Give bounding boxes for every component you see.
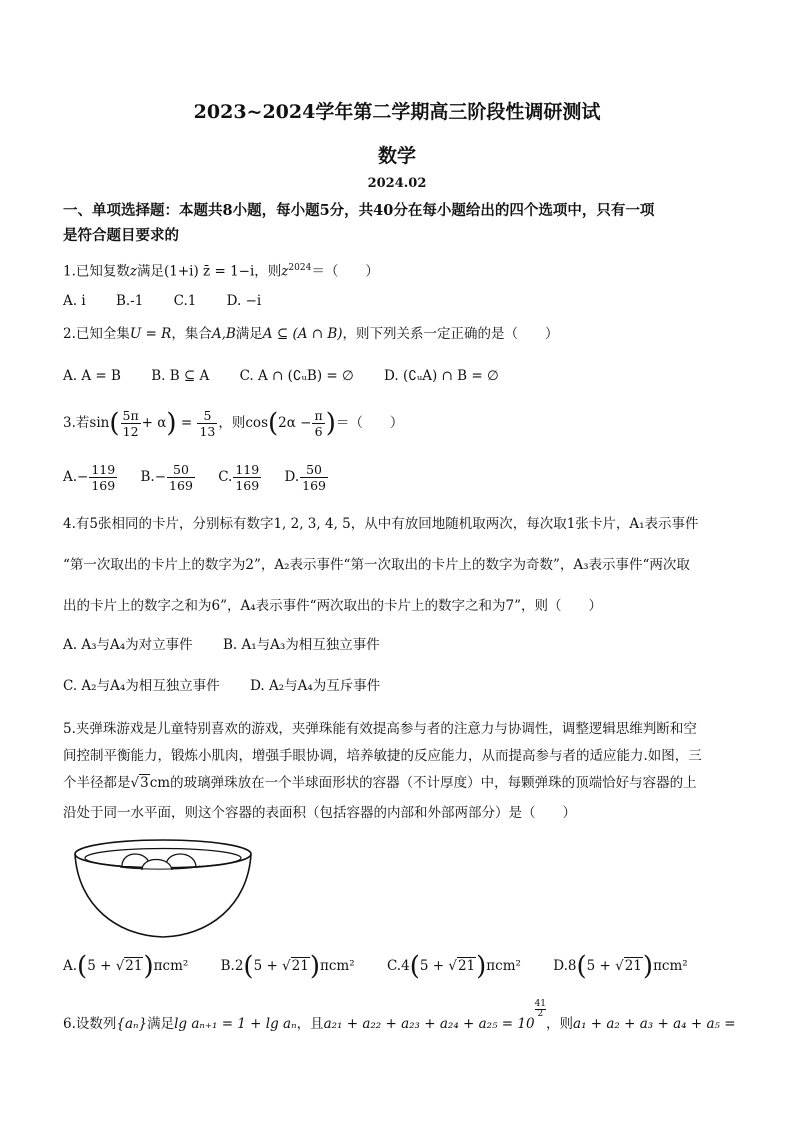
q5-option-a[interactable]: A.(5 + √21)πcm² [63,951,189,982]
section-heading-line1: 一、单项选择题：本题共8小题，每小题5分，共40分在每小题给出的四个选项中，只有一项 [63,202,655,219]
question-4-line3: 出的卡片上的数字之和为6”，A₄表示事件“两次取出的卡片上的数字之和为7”，则（ ） [63,598,603,614]
q5-option-c[interactable]: C.4(5 + √21)πcm² [386,951,521,982]
question-4-line2: “第一次取出的卡片上的数字为2”，A₂表示事件“第一次取出的卡片上的数字为奇数”，A₃表示事件“两次取 [63,557,690,573]
q5-option-d[interactable]: D.8(5 + √21)πcm² [553,951,688,982]
question-1-options [63,291,743,311]
q3-option-c[interactable]: C. $\frac{119}{169}$ [218,462,260,493]
question-5-line1: 5.夹弹珠游戏是儿童特别喜欢的游戏，夹弹珠能有效提高参与者的注意力与协调性，调整逻辑思维判断和空 [63,721,697,737]
question-4-line1: 4.有5张相同的卡片，分别标有数字1, 2, 3, 4, 5，从中有放回地随机取两次，每次取1张卡片，A₁表示事件 [63,516,699,532]
exam-date: 2024.02 [367,176,427,191]
bowl-with-marbles-figure [68,836,258,940]
q1-condition: (1+i) z̄ = 1−i [164,263,255,280]
q3-arg2-fraction: $\frac{\pi}{6}$ [314,408,323,439]
q1-option-d[interactable]: D. −i [226,293,262,309]
q2-option-d[interactable]: D. (∁ᵤA) ∩ B = ∅ [384,368,499,384]
q1-option-a[interactable]: A. i [63,293,86,309]
question-4-options-row2 [63,676,743,696]
question-4-options-row1 [63,635,743,655]
question-6: 6.设数列{aₙ}满足lg aₙ₊₁ = 1 + lg aₙ，且a₂₁ + a₂₂ + a₂₃ + a₂₄ + a₂₅ = 10 $^{\frac{41}{2}}$ ，则a₁ + a₂ + a₃ + a₄ + a₅ = [63,999,736,1032]
question-5-line2: 间控制平衡能力，锻炼小肌肉，增强手眼协调，培养敏捷的反应能力，从而提高参与者的适应能力.如图，三 [63,748,702,764]
question-3: 3.若sin( $\frac{5\pi}{12}$ + α) = $\frac{5}{13}$ ，则cos(2α − $\frac{\pi}{6}$ )＝（ ） [63,408,404,439]
q4-option-a[interactable]: A. A₃与A₄为对立事件 [63,637,193,653]
question-2-options [63,366,743,386]
q5-option-b[interactable]: B.2(5 + √21)πcm² [220,951,355,982]
section-heading-line2: 是符合题目要求的 [63,227,179,244]
q2-option-b[interactable]: B. B ⊆ A [151,368,210,384]
q3-option-d[interactable]: D. $\frac{50}{169}$ [284,462,326,493]
q1-option-c[interactable]: C.1 [173,293,197,309]
exam-subject: 数学 [377,145,416,167]
section-heading [63,198,733,248]
question-3-options [63,462,743,493]
question-5-options [63,951,743,982]
q4-option-b[interactable]: B. A₁与A₃为相互独立事件 [222,637,380,653]
exam-title: 2023~2024学年第二学期高三阶段性调研测试 [193,101,601,123]
question-1: 1.已知复数z满足(1+i) z̄ = 1−i，则$z^{2024}=$（ ） [63,263,379,280]
q4-option-c[interactable]: C. A₂与A₄为相互独立事件 [63,678,220,694]
q2-option-c[interactable]: C. A ∩ (∁ᵤB) = ∅ [239,368,354,384]
q3-rhs-fraction: $\frac{5}{13}$ [199,408,216,439]
q3-arg1-fraction: $\frac{5\pi}{12}$ [122,408,139,439]
q2-option-a[interactable]: A. A = B [63,368,121,384]
q3-option-a[interactable]: A.− $\frac{119}{169}$ [63,462,116,493]
q3-option-b[interactable]: B.− $\frac{50}{169}$ [140,462,193,493]
q1-option-b[interactable]: B.-1 [115,293,144,309]
question-2: 2.已知全集U = R，集合A,B满足A ⊆ (A ∩ B)，则下列关系一定正确的是（ ） [63,326,559,342]
q4-option-d[interactable]: D. A₂与A₄为互斥事件 [250,678,381,694]
question-5-line3: 个半径都是√3cm的玻璃弹珠放在一个半球面形状的容器（不计厚度）中，每颗弹珠的顶端恰好与容器的上 [63,775,697,791]
question-5-line4: 沿处于同一水平面，则这个容器的表面积（包括容器的内部和外部两部分）是（ ） [63,805,576,821]
